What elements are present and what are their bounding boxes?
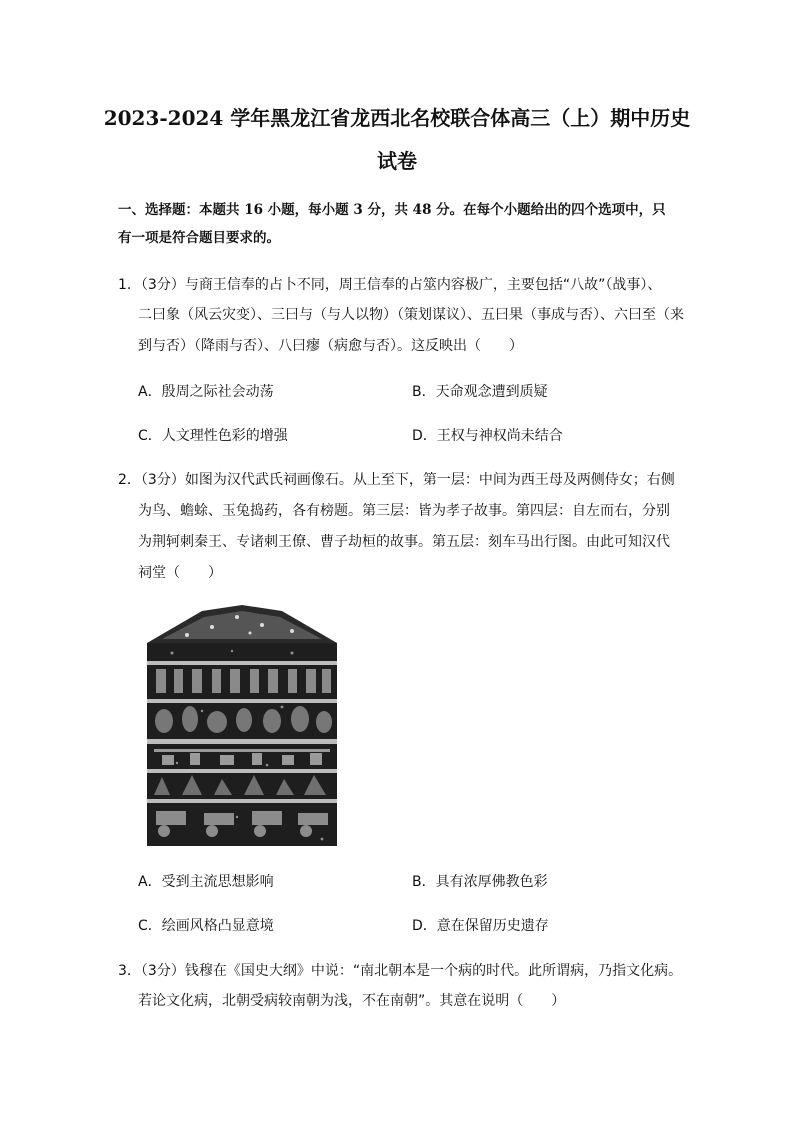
question-1-line3: 到与否）（降雨与否）、八曰瘳（病愈与否）。这反映出（ ） bbox=[138, 338, 523, 354]
question-2-line4: 祠堂（ ） bbox=[138, 565, 222, 581]
question-3-line2: 若论文化病，北朝受病较南朝为浅，不在南朝”。其意在说明（ ） bbox=[138, 993, 566, 1009]
question-1-line2: 二曰象（风云灾变）、三曰与（与人以物）（策划谋议）、五曰果（事成与否）、六曰至（来 bbox=[138, 307, 684, 323]
question-1-option-d[interactable]: D．王权与神权尚未结合 bbox=[412, 428, 563, 444]
question-1-option-a[interactable]: A．殷周之际社会动荡 bbox=[138, 384, 274, 400]
question-1-line1: 1．（3分）与商王信奉的占卜不同，周王信奉的占筮内容极广，主要包括“八故”（战事）、 bbox=[118, 277, 662, 293]
question-2-option-a[interactable]: A．受到主流思想影响 bbox=[138, 874, 274, 890]
exam-title-line1: 2023-2024 学年黑龙江省龙西北名校联合体高三（上）期中历史 bbox=[103, 106, 691, 130]
question-2-option-d[interactable]: D．意在保留历史遗存 bbox=[412, 918, 549, 934]
question-2-line3: 为荆轲刺秦王、专诸刺王僚、曹子劫桓的故事。第五层：刻车马出行图。由此可知汉代 bbox=[138, 534, 670, 550]
question-1-option-b[interactable]: B．天命观念遭到质疑 bbox=[412, 384, 548, 400]
question-2-line2: 为鸟、蟾蜍、玉兔捣药，各有榜题。第三层：皆为孝子故事。第四层：自左而右，分别 bbox=[138, 503, 670, 519]
question-2-option-b[interactable]: B．具有浓厚佛教色彩 bbox=[412, 874, 548, 890]
stone-relief-image bbox=[142, 603, 342, 848]
question-2-line1: 2．（3分）如图为汉代武氏祠画像石。从上至下，第一层：中间为西王母及两侧侍女；右侧 bbox=[118, 472, 675, 488]
question-2-option-c[interactable]: C．绘画风格凸显意境 bbox=[138, 918, 274, 934]
question-1-option-c[interactable]: C．人文理性色彩的增强 bbox=[138, 428, 288, 444]
exam-title-line2: 试卷 bbox=[377, 149, 417, 173]
question-3-line1: 3．（3分）钱穆在《国史大纲》中说：“南北朝本是一个病的时代。此所谓病，乃指文化病。 bbox=[118, 963, 683, 979]
section-instruction-line2: 有一项是符合题目要求的。 bbox=[118, 230, 280, 246]
section-instruction-line1: 一、选择题：本题共 16 小题，每小题 3 分，共 48 分。在每个小题给出的四个选项中，只 bbox=[118, 202, 666, 218]
